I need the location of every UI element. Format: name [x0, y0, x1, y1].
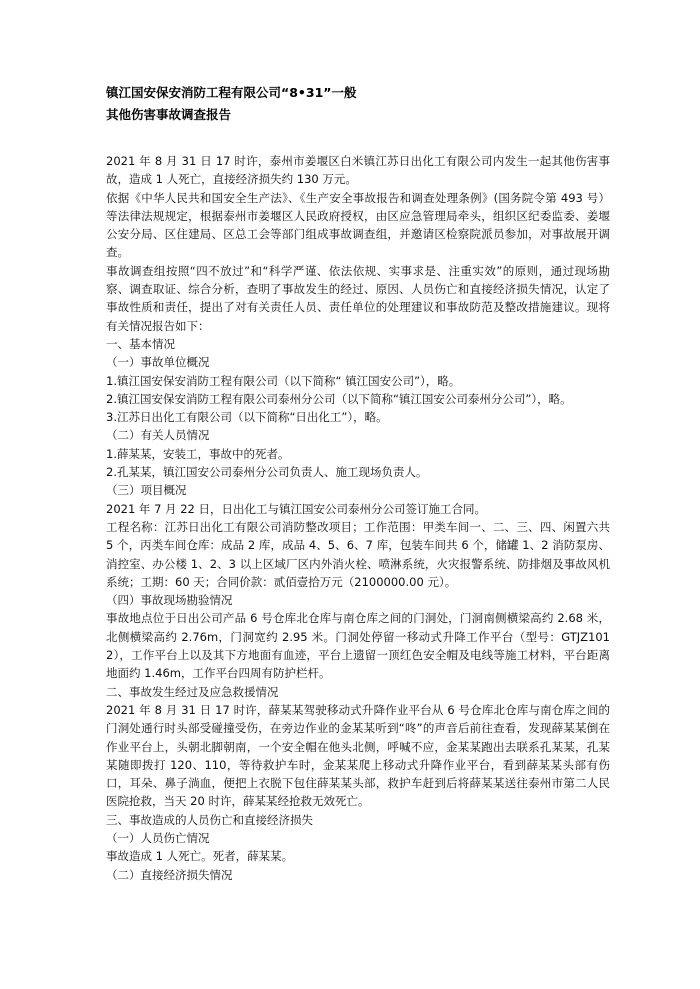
section-heading-3: 三、事故造成的人员伤亡和直接经济损失 — [106, 812, 313, 827]
list-item: 2.镇江国安保安消防工程有限公司泰州分公司（以下简称“镇江国安公司泰州分公司”），略。 — [106, 391, 572, 406]
contract-paragraph: 2021 年 7 月 22 日，日出化工与镇江国安公司泰州分公司签订施工合同。 — [106, 501, 486, 516]
accident-process-paragraph: 2021 年 8 月 31 日 17 时许，薛某某驾驶移动式升降作业平台从 6 号仓库北仓库与南仓库之间的门洞处通行时头部受碰撞受伤，在旁边作业的金某某听到“咚”的声音后前往查看，发现薛某某倒在作业平台上，头朝北脚朝南，一个安全帽在他头北侧，呼喊不应，金某某跑出去联系孔某某，孔某某随即拨打 120、110，等待救护车时，金某某爬上移动式升降作业平台，看到薛某某头部有伤口，耳朵、鼻子淌血，便把上衣脱下包住薛某某头部，救护车赶到后将薛某某送往泰州市第二人民医院抢救，当天 20 时许，薛某某经抢救无效死亡。 — [106, 702, 610, 809]
site-inspection-paragraph: 事故地点位于日出公司产品 6 号仓库北仓库与南仓库之间的门洞处，门洞南侧横梁高约 2.68 米，北侧横梁高约 2.76m，门洞宽约 2.95 米。门洞处停留一移动式升降工作平台（型号：GTJZ1012），工作平台上以及其下方地面有血迹，平台上遗留一顶红色安全帽及电线等施工材料，平台距离地面约 1.46m，工作平台四周有防护栏杆。 — [106, 611, 610, 681]
section-heading-1: 一、基本情况 — [106, 336, 175, 351]
basis-paragraph: 依据《中华人民共和国安全生产法》、《生产安全事故报告和调查处理条例》(国务院令第 493 号）等法律法规规定，根据泰州市姜堰区人民政府授权，由区应急管理局牵头，组织区纪委监委、姜堰公安分局、区住建局、区总工会等部门组成事故调查组，并邀请区检察院派员参加，对事故展开调查。 — [106, 190, 610, 260]
list-item: 1.镇江国安保安消防工程有限公司（以下简称“ 镇江国安公司”），略。 — [106, 373, 461, 388]
report-title — [106, 82, 626, 126]
casualty-paragraph: 事故造成 1 人死亡。死者，薛某某。 — [106, 849, 294, 864]
title-line-2: 其他伤害事故调查报告 — [106, 107, 232, 122]
intro-paragraph: 2021 年 8 月 31 日 17 时许，泰州市姜堰区白米镇江苏日出化工有限公司内发生一起其他伤害事故，造成 1 人死亡，直接经济损失约 130 万元。 — [106, 154, 610, 187]
subsection-heading: （二）直接经济损失情况 — [106, 867, 233, 882]
list-item: 2.孔某某，镇江国安公司泰州分公司负责人、施工现场负责人。 — [106, 465, 428, 480]
report-body — [106, 152, 610, 884]
subsection-heading: （一）人员伤亡情况 — [106, 830, 210, 845]
title-line-1: 镇江国安保安消防工程有限公司“8•31”一般 — [106, 85, 357, 100]
subsection-heading: （一）事故单位概况 — [106, 355, 210, 370]
project-scope-paragraph: 工程名称：江苏日出化工有限公司消防整改项目；工作范围：甲类车间一、二、三、四、闲置六共 5 个，丙类车间仓库：成品 2 库，成品 4、5、6、7 库，包装车间共 6 个，储罐 1、2 消防泵房、消控室、办公楼 1、2、3 以上区域厂区内外消火栓、喷淋系统，火灾报警系统、防排烟及事故风机系统；工期：60 天；合同价款：贰佰壹拾万元（2100000.00 元）。 — [106, 519, 610, 589]
subsection-heading: （四）事故现场勘验情况 — [106, 593, 233, 608]
list-item: 3.江苏日出化工有限公司（以下简称“日出化工”），略。 — [106, 410, 388, 425]
principle-paragraph: 事故调查组按照“四不放过”和“科学严谨、依法依规、实事求是、注重实效”的原则，通过现场勘察、调查取证、综合分析，查明了事故发生的经过、原因、人员伤亡和直接经济损失情况，认定了事故性质和责任，提出了对有关责任人员、责任单位的处理建议和事故防范及整改措施建议。现将有关情况报告如下： — [106, 263, 610, 333]
section-heading-2: 二、事故发生经过及应急救援情况 — [106, 684, 279, 699]
list-item: 1.薛某某，安装工，事故中的死者。 — [106, 446, 290, 461]
subsection-heading: （二）有关人员情况 — [106, 428, 210, 443]
subsection-heading: （三）项目概况 — [106, 483, 187, 498]
